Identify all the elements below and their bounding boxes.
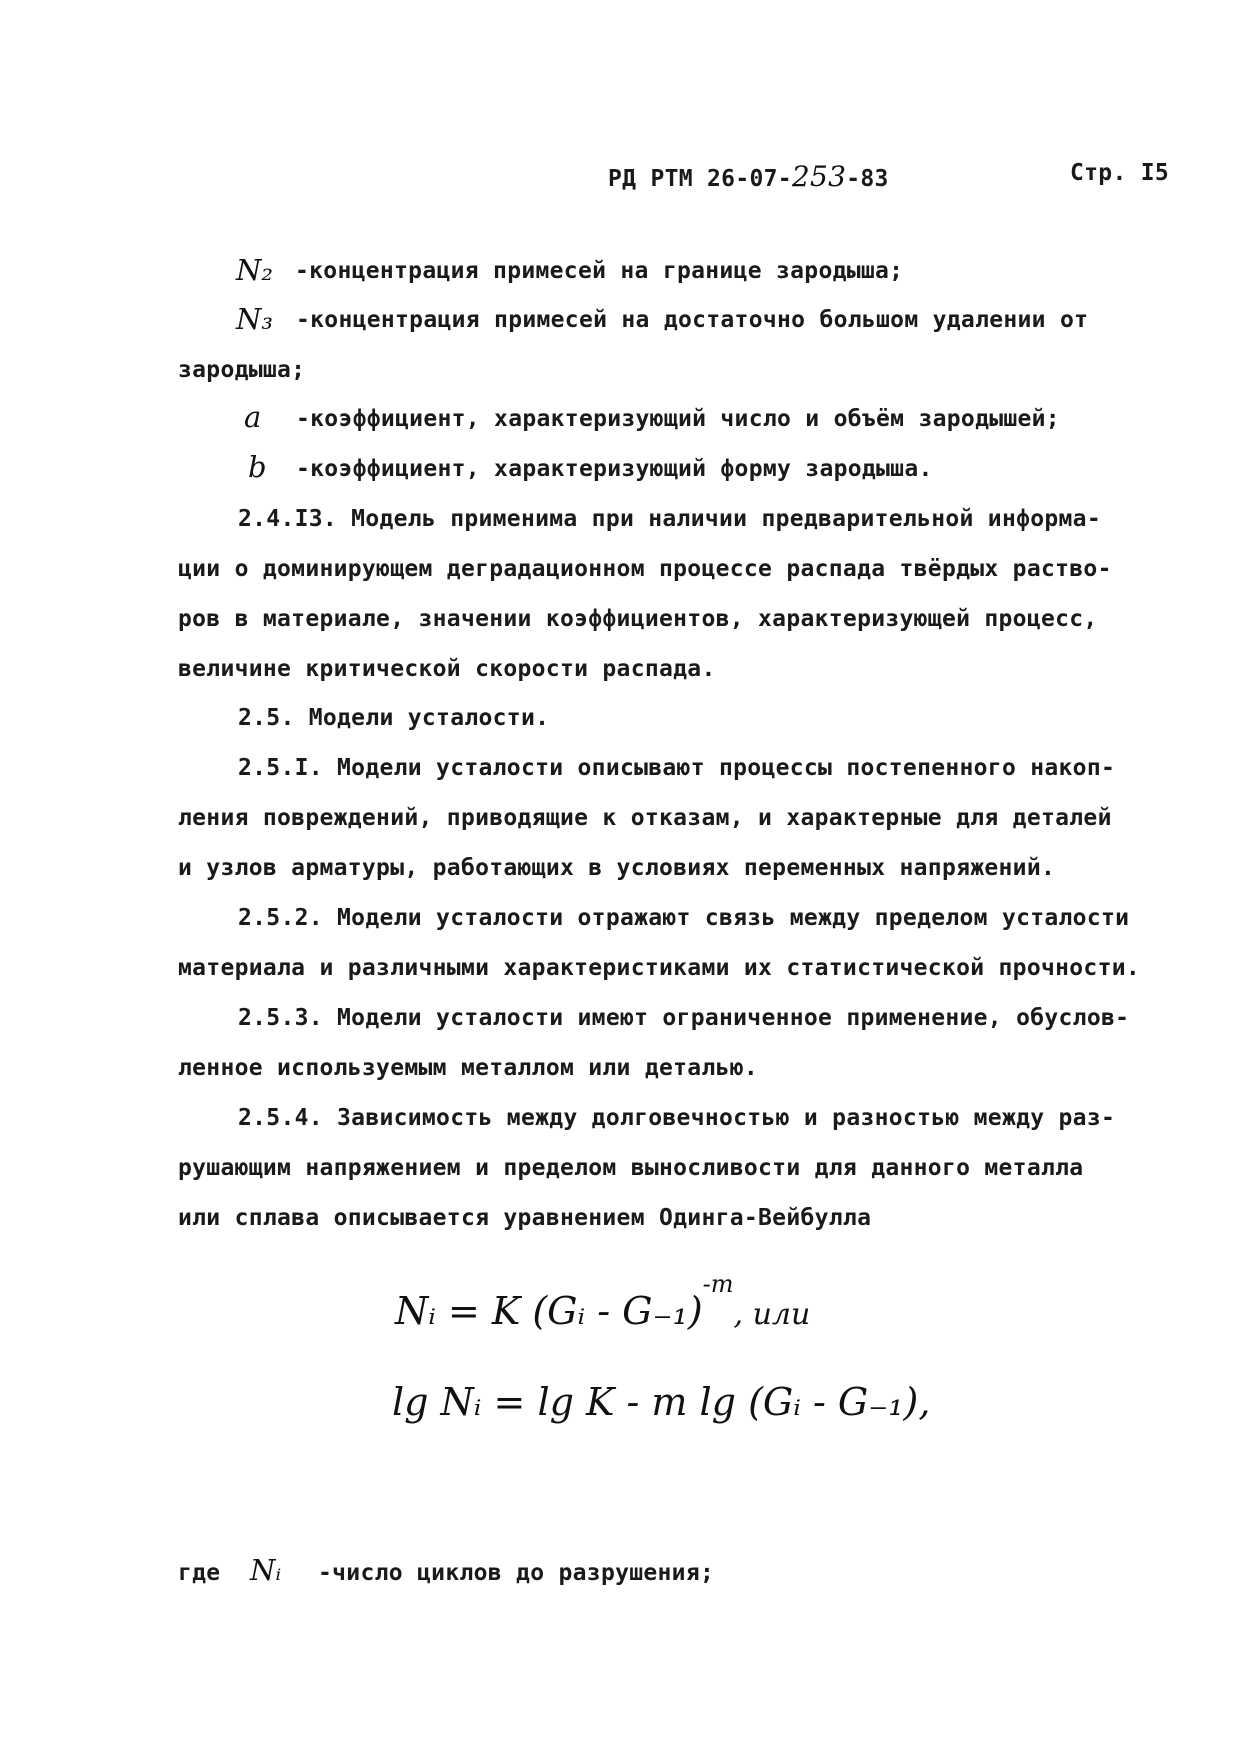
formula-exponent: -m	[702, 1270, 734, 1298]
definition-b: -коэффициент, характеризующий форму зародыша.	[296, 456, 933, 482]
document-code-suffix: -83	[846, 166, 889, 192]
definition-n3-continued: зародыша;	[178, 357, 306, 383]
formula-log-form: lg Nᵢ = lg K - m lg (Gᵢ - G₋₁),	[392, 1380, 931, 1424]
formula-oding-weibull	[395, 1270, 810, 1333]
paragraph-line: величине критической скорости распада.	[178, 656, 716, 682]
paragraph-line: или сплава описывается уравнением Одинга-Вейбулла	[178, 1205, 872, 1231]
paragraph-line: рушающим напряжением и пределом выносливости для данного металла	[178, 1155, 1084, 1181]
paragraph-line: и узлов арматуры, работающих в условиях переменных напряжений.	[178, 855, 1056, 881]
formula-main: Nᵢ = K (Gᵢ - G₋₁)	[395, 1289, 703, 1333]
paragraph-line: материала и различными характеристиками их статистической прочности.	[178, 955, 1141, 981]
paragraph-line: 2.5.2. Модели усталости отражают связь между пределом усталости	[238, 905, 1130, 931]
paragraph-line: 2.5.I. Модели усталости описывают процессы постепенного накоп-	[238, 755, 1116, 781]
paragraph-line: ленное используемым металлом или деталью.	[178, 1055, 759, 1081]
symbol-ni: Nᵢ	[250, 1553, 282, 1587]
document-number-handwritten: 253	[791, 160, 847, 193]
page-number: Стр. I5	[1070, 160, 1170, 186]
formula-or: , или	[733, 1297, 811, 1332]
paragraph-line: 2.5.4. Зависимость между долговечностью и разностью между раз-	[238, 1105, 1116, 1131]
document-code-prefix: РД РТМ 26-07-	[608, 166, 792, 192]
definition-n3: -концентрация примесей на достаточно большом удалении от	[296, 307, 1089, 333]
definition-n2: -концентрация примесей на границе зародыша;	[295, 258, 904, 284]
symbol-b: b	[248, 450, 267, 484]
symbol-n3: N₃	[236, 302, 274, 336]
definition-a: -коэффициент, характеризующий число и объём зародышей;	[296, 406, 1060, 432]
symbol-n2: N₂	[236, 253, 274, 287]
paragraph-line: ции о доминирующем деградационном процессе распада твёрдых раство-	[178, 556, 1112, 582]
document-code	[608, 160, 889, 193]
where-label: где	[178, 1560, 221, 1586]
paragraph-line: 2.4.I3. Модель применима при наличии предварительной информа-	[238, 506, 1101, 532]
symbol-a: a	[244, 400, 262, 434]
paragraph-line: ров в материале, значении коэффициентов, характеризующей процесс,	[178, 606, 1098, 632]
definition-ni: -число циклов до разрушения;	[318, 1560, 715, 1586]
paragraph-line: ления повреждений, приводящие к отказам, и характерные для деталей	[178, 805, 1112, 831]
section-heading: 2.5. Модели усталости.	[238, 705, 550, 731]
paragraph-line: 2.5.3. Модели усталости имеют ограниченное применение, обуслов-	[238, 1005, 1130, 1031]
